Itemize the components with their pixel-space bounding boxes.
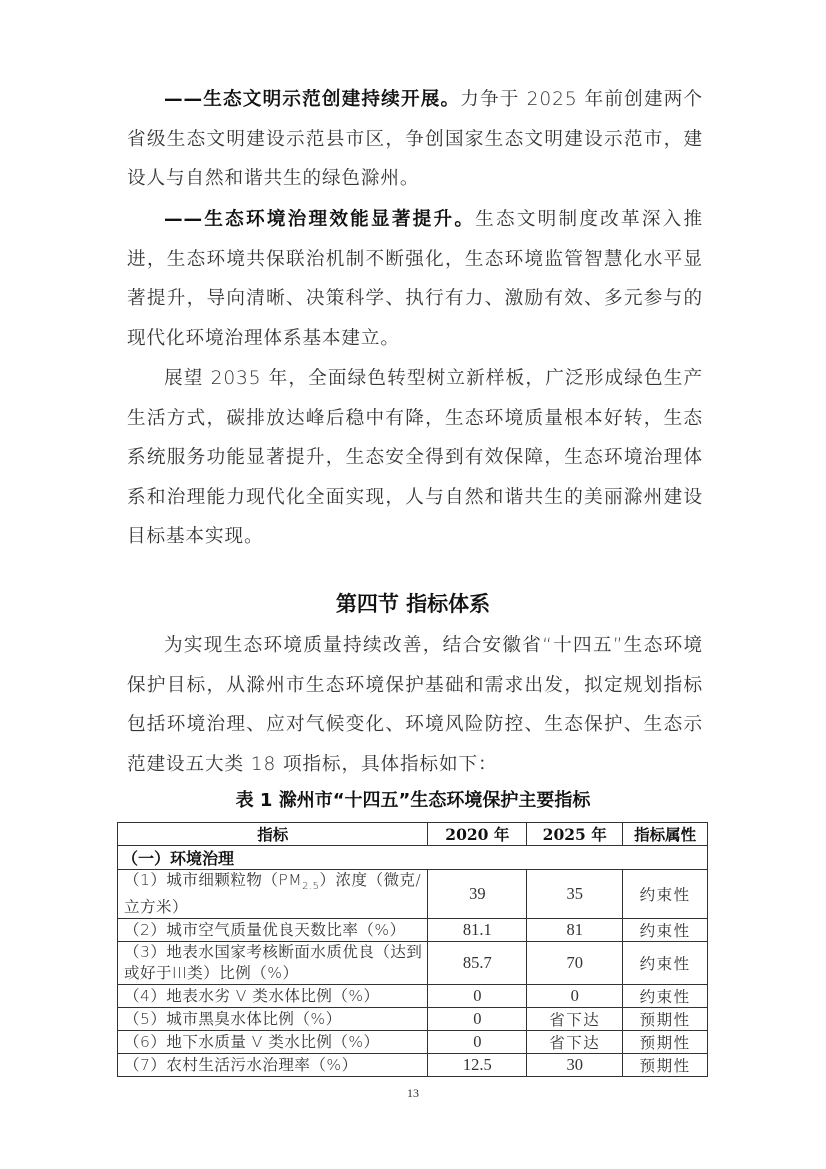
indicator-attribute: 预期性 [623,1054,708,1077]
table-row [118,1008,708,1031]
value-2025: 省下达 [527,1031,623,1054]
indicator-attribute: 预期性 [623,1008,708,1031]
intro-paragraph: 为实现生态环境质量持续改善，结合安徽省“十四五”生态环境保护目标，从滁州市生态环境保护基础和需求出发，拟定规划指标包括环境治理、应对气候变化、环境风险防控、生态保护、生态示范建设五大类 18 项指标，具体指标如下： [127,635,703,775]
indicator-name-text: ）浓度（微克/立方米） [124,871,422,917]
value-2025: 70 [527,942,623,985]
paragraph-lead: ——生态文明示范创建持续开展。 [164,89,461,110]
value-2025: 81 [527,919,623,942]
table-row [118,919,708,942]
value-2025: 省下达 [527,1008,623,1031]
paragraph-text: 生态文明制度改革深入推进，生态环境共保联治机制不断强化，生态环境监管智慧化水平显著提升，导向清晰、决策科学、执行有力、激励有效、多元参与的现代化环境治理体系基本建立。 [127,209,703,349]
indicator-name: （3）地表水国家考核断面水质优良（达到或好于III类）比例（%） [118,942,428,985]
indicator-attribute: 预期性 [623,1031,708,1054]
indicator-attribute: 约束性 [623,870,708,919]
value-2025: 35 [527,870,623,919]
page-number: 13 [407,1086,419,1100]
indicator-name: （7）农村生活污水治理率（%） [118,1054,428,1077]
table-header-row [118,823,708,846]
indicator-attribute: 约束性 [623,942,708,985]
paragraph-demonstration [127,80,703,199]
table-row [118,870,708,919]
paragraph-lead: ——生态环境治理效能显著提升。 [164,209,476,230]
paragraph-outlook-2035 [127,359,703,557]
table-row [118,1031,708,1054]
paragraph-text: 力争于 2025 年前创建两个省级生态文明建设示范县市区，争创国家生态文明建设示范市，建设人与自然和谐共生的绿色滁州。 [127,89,703,189]
value-2020: 12.5 [428,1054,527,1077]
indicator-name: （6）地下水质量 V 类水比例（%） [118,1031,428,1054]
table-row [118,942,708,985]
value-2020: 0 [428,985,527,1008]
paragraph-governance [127,200,703,358]
table-row [118,1054,708,1077]
value-2020: 0 [428,1008,527,1031]
indicator-attribute: 约束性 [623,985,708,1008]
header-2025: 2025 年 [527,823,623,846]
header-attribute: 指标属性 [623,823,708,846]
header-2020: 2020 年 [428,823,527,846]
value-2025: 0 [527,985,623,1008]
subscript: 2.5 [302,881,320,893]
indicator-name-text: （1）城市细颗粒物（PM [124,871,303,889]
section-environment-governance: （一）环境治理 [118,846,708,870]
value-2025: 30 [527,1054,623,1077]
indicator-name: （5）城市黑臭水体比例（%） [118,1008,428,1031]
value-2020: 39 [428,870,527,919]
indicator-name: （2）城市空气质量优良天数比率（%） [118,919,428,942]
table-caption: 表 1 滁州市“十四五”生态环境保护主要指标 [235,790,591,811]
value-2020: 0 [428,1031,527,1054]
indicator-table [117,822,708,1077]
table-section-row [118,846,708,870]
indicator-name: （4）地表水劣 V 类水体比例（%） [118,985,428,1008]
value-2020: 85.7 [428,942,527,985]
paragraph-text: 展望 2035 年，全面绿色转型树立新样板，广泛形成绿色生产生活方式，碳排放达峰后稳中有降，生态环境质量根本好转，生态系统服务功能显著提升，生态安全得到有效保障，生态环境治理体系和治理能力现代化全面实现，人与自然和谐共生的美丽滁州建设目标基本实现。 [127,368,703,547]
indicator-name [118,870,428,919]
section-heading: 第四节 指标体系 [335,592,491,616]
indicator-attribute: 约束性 [623,919,708,942]
value-2020: 81.1 [428,919,527,942]
table-row [118,985,708,1008]
header-indicator: 指标 [118,823,428,846]
